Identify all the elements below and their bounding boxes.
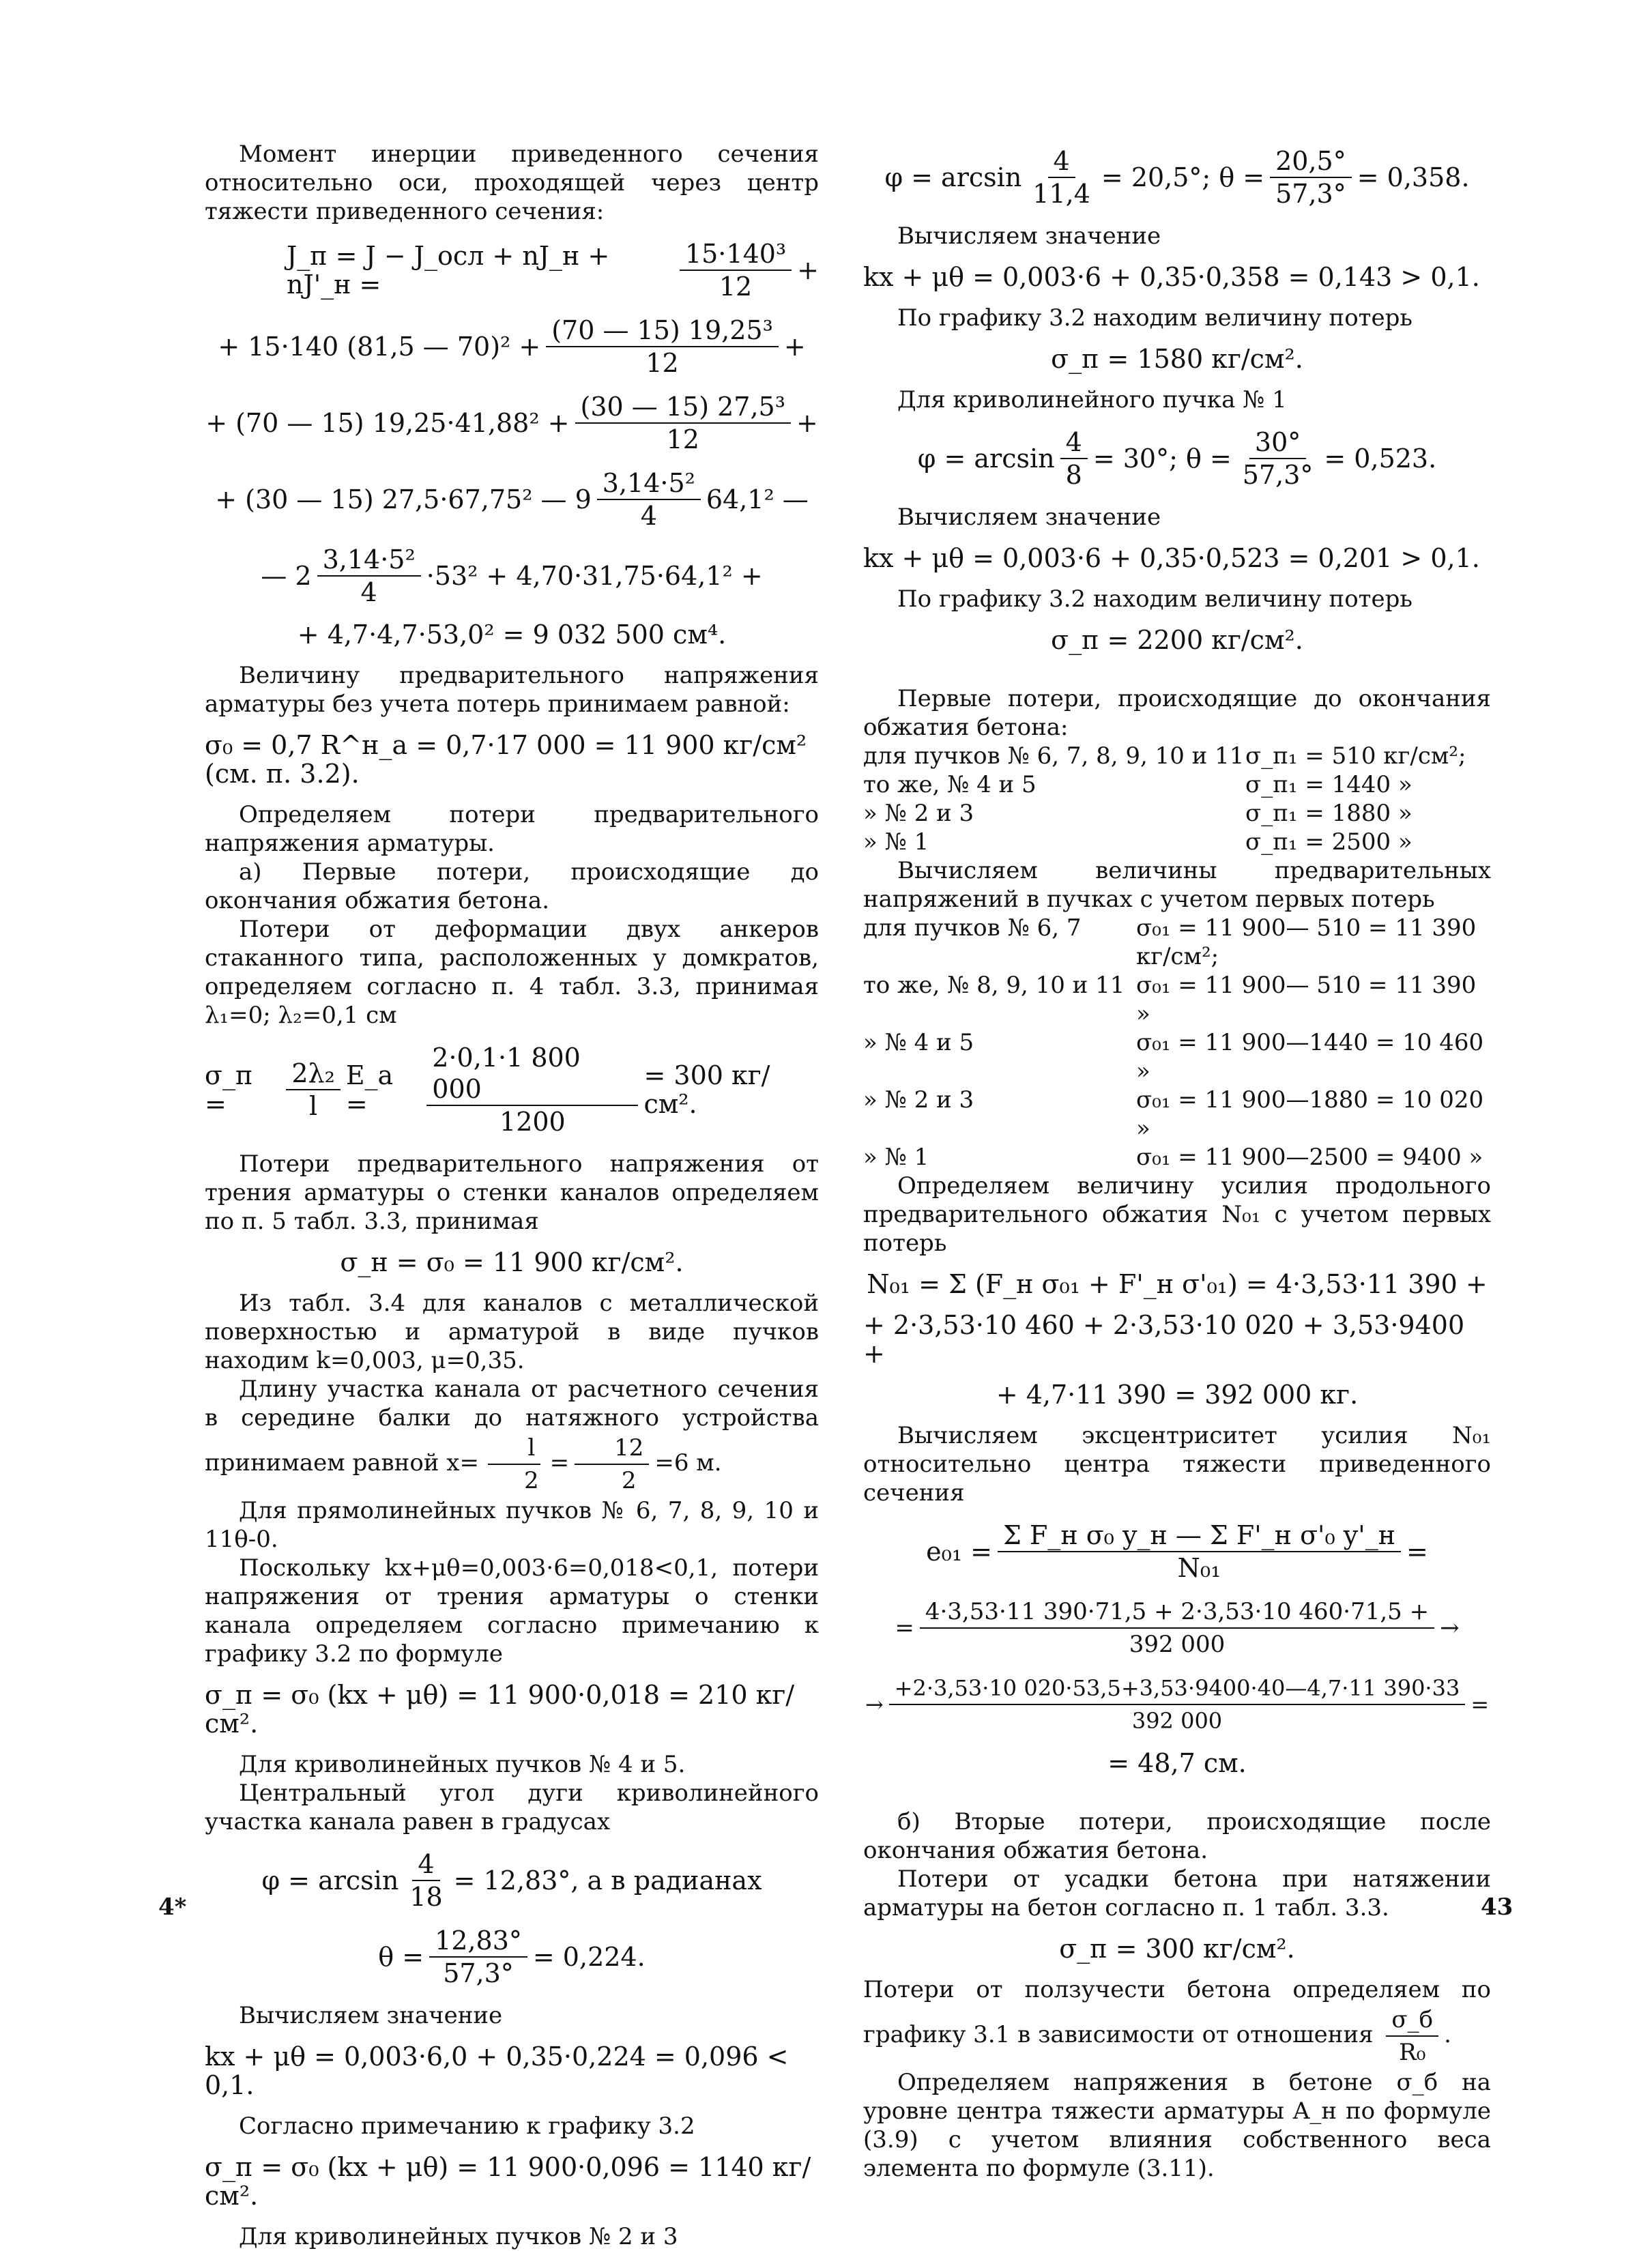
equation-N01-3: + 4,7·11 390 = 392 000 кг. xyxy=(996,1380,1359,1410)
equation-friction-loss: σ_п = σ₀ (kx + μθ) = 11 900·0,018 = 210 кг/см². xyxy=(205,1680,795,1739)
list-item: то же, № 4 и 5 σ_п₁ = 1440 » xyxy=(863,771,1412,798)
equation-angle-2-3: φ = arcsin $\frac{4}{11,4}$ = 20,5°; θ = $\frac{20,5^\circ}{57,3^\circ}$ = 0,358. xyxy=(884,146,1470,209)
list-item: » № 1 σ_п₁ = 2500 » xyxy=(863,828,1412,856)
fraction: $\frac{\text{(70 — 15) 19,25³}}{12}$ xyxy=(546,315,779,379)
fraction: $\frac{12}{2}$ xyxy=(575,1432,649,1496)
equation-eccentricity-result: = 48,7 см. xyxy=(1107,1748,1247,1778)
paragraph: Поскольку kx+μθ=0,003·6=0,018<0,1, потери напряжения от трения арматуры о стенки канала определяем согласно примечанию к графику 3.2 по формуле xyxy=(205,1554,819,1668)
equation-inertia-1: J_п = J − J_осл + nJ_н + nJ'_н = $\frac{\text{15·140³}}{12}$ + xyxy=(287,239,819,302)
equation-inertia-result: + 4,7·4,7·53,0² = 9 032 500 см⁴. xyxy=(297,620,727,650)
paragraph: Согласно примечанию к графику 3.2 xyxy=(239,2112,695,2140)
paragraph: Центральный угол дуги криволинейного участка канала равен в градусах xyxy=(205,1780,819,1835)
equation-shrinkage-loss: σ_п = 300 кг/см². xyxy=(1059,1934,1295,1964)
fraction: $\frac{2\cdot 0,1\cdot 1 800 000}{1200}$ xyxy=(426,1042,638,1137)
equation-loss-2200: σ_п = 2200 кг/см². xyxy=(1051,625,1303,655)
equation-kx: kx + μθ = 0,003·6,0 + 0,35·0,224 = 0,096 < 0,1. xyxy=(205,2042,789,2100)
equation-sigma-n: σ_н = σ₀ = 11 900 кг/см². xyxy=(340,1247,684,1277)
fraction: $\frac{\text{15·140³}}{12}$ xyxy=(680,238,792,302)
equation-N01-1: N₀₁ = Σ (F_н σ₀₁ + F'_н σ'₀₁) = 4·3,53·11 390 + xyxy=(867,1269,1488,1299)
equation-inertia-3: + (70 — 15) 19,25·41,88² + $\frac{\text{(30 — 15) 27,5³}}{12}$ + xyxy=(205,392,818,454)
fraction: $\frac{\text{Σ F\_н σ₀ y\_н — Σ F'\_н σ'₀ y'\_н}}{\text{N₀₁}}$ xyxy=(998,1520,1401,1584)
paragraph: б) Вторые потери, происходящие после окончания обжатия бетона. xyxy=(863,1808,1491,1864)
paragraph: Для криволинейных пучков № 2 и 3 xyxy=(239,2223,678,2250)
paragraph: Вычисляем эксцентриситет усилия N₀₁ относительно центра тяжести приведенного сечения xyxy=(863,1422,1491,1507)
right-column xyxy=(863,133,1491,2183)
equation-sigma0: σ₀ = 0,7 R^н_a = 0,7·17 000 = 11 900 кг/см² (см. п. 3.2). xyxy=(205,730,807,789)
paragraph: Потери от ползучести бетона определяем по графику 3.1 в зависимости от отношения $\frac{\sigma\_б}{\text{R₀}}$ . xyxy=(863,1975,1491,2068)
fraction: $\frac{\text{(30 — 15) 27,5³}}{12}$ xyxy=(575,391,791,455)
fraction: $\frac{\text{2λ₂}}{l}$ xyxy=(286,1058,340,1122)
paragraph: Вычисляем значение xyxy=(897,222,1161,250)
fraction: $\frac{4}{11,4}$ xyxy=(1032,146,1090,209)
equation-angle-phi: φ = arcsin $\frac{4}{18}$ = 12,83°, а в радианах xyxy=(261,1849,762,1912)
equation-kx: kx + μθ = 0,003·6 + 0,35·0,523 = 0,201 > 0,1. xyxy=(863,543,1480,573)
paragraph: а) Первые потери, происходящие до окончания обжатия бетона. xyxy=(205,858,819,914)
equation-N01-2: + 2·3,53·10 460 + 2·3,53·10 020 + 3,53·9400 + xyxy=(863,1310,1465,1369)
paragraph: Определяем потери предварительного напряжения арматуры. xyxy=(205,801,819,857)
fraction: $\frac{\text{3,14·5²}}{4}$ xyxy=(317,544,421,608)
equation-inertia-5: — 2 $\frac{\text{3,14·5²}}{4}$ ·53² + 4,70·31,75·64,1² + xyxy=(261,544,763,607)
paragraph: Вычисляем значение xyxy=(897,504,1161,531)
fraction: $\frac{20,5^\circ}{57,3^\circ}$ xyxy=(1270,145,1352,209)
list-item: » № 4 и 5 σ₀₁ = 11 900—1440 = 10 460 » xyxy=(863,1029,1484,1085)
page-number: 43 xyxy=(1481,1893,1513,1921)
equation-angle-1: φ = arcsin $\frac{4}{8}$ = 30°; θ = $\frac{30^\circ}{57,3^\circ}$ = 0,523. xyxy=(917,427,1437,490)
equation-inertia-2: + 15·140 (81,5 — 70)² + $\frac{\text{(70 — 15) 19,25³}}{12}$ + xyxy=(218,315,806,378)
paragraph: Определяем величину усилия продольного предварительного обжатия N₀₁ с учетом первых потерь xyxy=(863,1172,1491,1257)
paragraph: По графику 3.2 находим величину потерь xyxy=(897,304,1412,332)
fraction: $\frac{+2\cdot 3,53\cdot 10 020\cdot 53,5+3,53\cdot 9400\cdot 40—4,7\cdot 11 390\cdot 33}{392 000}$ xyxy=(889,1672,1466,1737)
list-item: то же, № 8, 9, 10 и 11 σ₀₁ = 11 900— 510 = 11 390 » xyxy=(863,972,1477,1028)
equation-angle-theta: θ = $\frac{12,83^\circ}{57,3^\circ}$ = 0,224. xyxy=(378,1926,646,1988)
paragraph: Определяем напряжения в бетоне σ_б на уровне центра тяжести арматуры A_н по формуле (3.9) с учетом влияния собственного веса элемента по формуле (3.11). xyxy=(863,2069,1491,2182)
list-item: для пучков № 6, 7 σ₀₁ = 11 900— 510 = 11 390 кг/см²; xyxy=(863,914,1477,970)
paragraph: Момент инерции приведенного сечения относительно оси, проходящей через центр тяжести приведенного сечения: xyxy=(205,141,819,225)
list-item: » № 2 и 3 σ₀₁ = 11 900—1880 = 10 020 » xyxy=(863,1086,1484,1142)
paragraph: Потери от деформации двух анкеров стаканного типа, расположенных у домкратов, определяем согласно п. 4 табл. 3.3, принимая λ₁=0; λ₂=0,1 см xyxy=(205,916,819,1029)
paragraph: Первые потери, происходящие до окончания обжатия бетона: xyxy=(863,685,1491,741)
paragraph: Для криволинейного пучка № 1 xyxy=(897,386,1287,413)
fraction: $\frac{l}{2}$ xyxy=(484,1432,545,1496)
signature-mark: 4* xyxy=(158,1893,187,1921)
fraction: $\frac{30^\circ}{57,3^\circ}$ xyxy=(1242,427,1314,490)
equation-loss-1140: σ_п = σ₀ (kx + μθ) = 11 900·0,096 = 1140 кг/см². xyxy=(205,2152,811,2211)
paragraph: По графику 3.2 находим величину потерь xyxy=(897,585,1412,613)
equation-kx: kx + μθ = 0,003·6 + 0,35·0,358 = 0,143 > 0,1. xyxy=(863,262,1480,292)
equation-anchor-loss: σ_п = $\frac{\text{2λ₂}}{l}$ E_a = $\frac{2\cdot 0,1\cdot 1 800 000}{1200}$ = 300 кг/см². xyxy=(205,1043,770,1137)
paragraph: Величину предварительного напряжения арматуры без учета потерь принимаем равной: xyxy=(205,662,819,718)
paragraph: Для криволинейных пучков № 4 и 5. xyxy=(239,1751,686,1778)
first-losses-list xyxy=(863,742,1491,856)
list-item: » № 1 σ₀₁ = 11 900—2500 = 9400 » xyxy=(863,1144,1483,1171)
equation-eccentricity-1: e₀₁ = $\frac{\text{Σ F\_н σ₀ y\_н — Σ F'\_н σ'₀ y'\_н}}{\text{N₀₁}}$ = xyxy=(926,1520,1428,1583)
left-column xyxy=(205,140,819,2251)
fraction: $\frac{\text{3,14·5²}}{4}$ xyxy=(597,467,701,532)
paragraph: Длину участка канала от расчетного сечения в середине балки до натяжного устройства принимаем равной x= $\frac{l}{2}$ = $\frac{12}{2}$ =6 м. xyxy=(205,1375,819,1496)
paragraph: Вычисляем значение xyxy=(239,2002,503,2029)
fraction: $\frac{4\cdot 3,53\cdot 11 390\cdot 71,5 + 2\cdot 3,53\cdot 10 460\cdot 71,5 +}{392 000}$ xyxy=(920,1596,1434,1660)
fraction: $\frac{4}{18}$ xyxy=(409,1849,443,1912)
fraction: $\frac{\sigma\_б}{\text{R₀}}$ xyxy=(1386,2004,1438,2068)
equation-eccentricity-2: = $\frac{4\cdot 3,53\cdot 11 390\cdot 71,5 + 2\cdot 3,53\cdot 10 460\cdot 71,5 +}{392 000}$ → xyxy=(863,1596,1491,1660)
list-item: » № 2 и 3 σ_п₁ = 1880 » xyxy=(863,800,1412,827)
paragraph: Потери предварительного напряжения от трения арматуры о стенки каналов определяем по п. 5 табл. 3.3, принимая xyxy=(205,1150,819,1235)
equation-inertia-4: + (30 — 15) 27,5·67,75² — 9 $\frac{\text{3,14·5²}}{4}$ 64,1² — xyxy=(215,468,809,531)
prestress-list xyxy=(863,914,1491,1172)
fraction: $\frac{12,83^\circ}{57,3^\circ}$ xyxy=(429,1925,527,1989)
equation-loss-1580: σ_п = 1580 кг/см². xyxy=(1051,344,1303,374)
fraction: $\frac{4}{8}$ xyxy=(1060,426,1088,491)
paragraph: Вычисляем величины предварительных напряжений в пучках с учетом первых потерь xyxy=(863,857,1491,913)
equation-eccentricity-3: → $\frac{+2\cdot 3,53\cdot 10 020\cdot 53,5+3,53\cdot 9400\cdot 40—4,7\cdot 11 390\cdot 33}{392 000}$ = xyxy=(863,1672,1491,1737)
paragraph: Для прямолинейных пучков № 6, 7, 8, 9, 10 и 11θ-0. xyxy=(205,1497,819,1553)
paragraph: Потери от усадки бетона при натяжении арматуры на бетон согласно п. 1 табл. 3.3. xyxy=(863,1865,1491,1921)
paragraph: Из табл. 3.4 для каналов с металлической поверхностью и арматурой в виде пучков находим k=0,003, μ=0,35. xyxy=(205,1290,819,1374)
list-item: для пучков № 6, 7, 8, 9, 10 и 11 σ_п₁ = 510 кг/см²; xyxy=(863,742,1466,770)
